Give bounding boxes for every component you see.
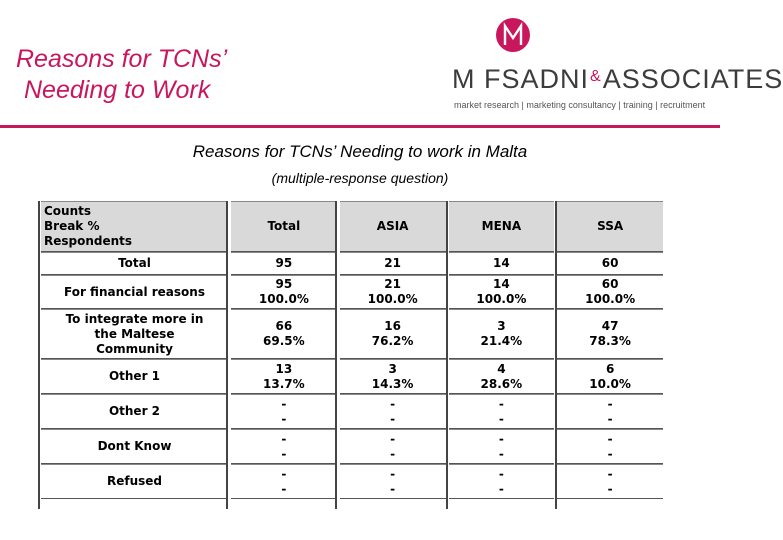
percent-value: 13.7% [263,376,305,391]
row-label: Dont Know [41,429,228,464]
value-cell [340,309,446,359]
value-cell [449,309,555,359]
percent-value: - [281,411,287,426]
count-value: 14 [493,277,510,291]
value-cell [557,359,663,394]
count-value: - [281,431,287,446]
value-cell [449,464,555,499]
value-cell [340,359,446,394]
count-value: - [607,466,613,481]
table-column-divider [226,201,228,509]
header-label-line: Break % [44,219,100,233]
percent-value: 28.6% [480,376,523,391]
value-cell: 60 [557,252,663,275]
row-label [41,309,228,359]
logo-m-icon [496,18,530,52]
percent-value: 21.4% [480,334,523,348]
row-label: Total [41,252,228,275]
table-row [41,252,663,275]
value-cell [449,394,555,429]
table-row [41,309,663,359]
value-cell [340,394,446,429]
percent-value: - [390,411,396,426]
value-cell [449,429,555,464]
percent-value: 100.0% [367,292,418,306]
percent-value: 14.3% [371,376,414,391]
logo-name-left: M FSADNI [452,64,590,94]
percent-value: 100.0% [476,292,527,306]
value-cell [231,394,337,429]
row-label-line: Community [96,341,173,356]
table-column-divider [555,201,557,509]
company-logo [450,18,783,118]
table-title: Reasons for TCNs’ Needing to work in Malta [192,142,528,161]
value-cell [231,309,337,359]
value-cell: 95 [231,252,337,275]
logo-name-right: ASSOCIATES [602,64,783,94]
table-column-divider [446,201,448,509]
count-value: - [607,431,613,446]
count-value: 66 [275,319,293,333]
value-cell [340,275,446,309]
value-cell [340,429,446,464]
value-cell [557,394,663,429]
count-value: - [281,466,287,481]
count-value: 95 [275,277,293,291]
percent-value: - [390,446,396,461]
table-column-divider [38,201,40,509]
percent-value: - [607,481,613,496]
value-cell [340,464,446,499]
count-value: 3 [388,361,397,376]
value-cell [231,429,337,464]
count-value: 21 [384,277,401,291]
value-cell [557,275,663,309]
percent-value: - [390,481,396,496]
percent-value: 76.2% [371,334,414,348]
count-value: 13 [275,361,293,376]
table-header-row [41,201,663,252]
count-value: - [281,396,287,411]
count-value: 3 [497,319,506,333]
slide-title-line-2: Needing to Work [24,76,211,104]
count-value: - [390,431,396,446]
percent-value: - [607,446,613,461]
percent-value: - [498,446,504,461]
slide-title [16,44,227,106]
logo-tagline: market research | marketing consultancy | training | recruitment [454,100,706,110]
table-row [41,275,663,309]
title-divider [0,125,720,128]
table-row [41,394,663,429]
value-cell [449,359,555,394]
percent-value: 78.3% [589,334,631,348]
row-label-line: To integrate more in [65,311,204,326]
value-cell [231,275,337,309]
value-cell [231,359,337,394]
header-label-line: Respondents [44,234,133,248]
results-table [38,201,666,499]
count-value: - [498,396,504,411]
logo-name [452,64,783,95]
table-column-divider [335,201,337,509]
count-value: - [607,396,613,411]
percent-value: - [281,481,287,496]
percent-value: 69.5% [263,334,305,348]
value-cell [557,309,663,359]
value-cell [557,429,663,464]
count-value: - [498,466,504,481]
row-label: Refused [41,464,228,499]
percent-value: - [498,411,504,426]
row-label-line: the Maltese [94,326,175,341]
count-value: 16 [384,319,401,333]
table-row [41,359,663,394]
value-cell [449,275,555,309]
slide-title-line-1: Reasons for TCNs’ [16,45,228,73]
percent-value: 100.0% [258,292,309,306]
value-cell [231,464,337,499]
header-label-cell [41,201,228,252]
count-value: 60 [601,277,619,291]
count-value: - [498,431,504,446]
row-label: Other 1 [41,359,228,394]
value-cell [557,464,663,499]
logo-ampersand: & [590,68,602,85]
table-row [41,429,663,464]
row-label: For financial reasons [41,275,228,309]
count-value: 47 [601,319,619,333]
column-header-total: Total [231,201,337,252]
value-cell: 14 [449,252,555,275]
header-label-line: Counts [44,204,92,218]
count-value: 6 [605,361,615,376]
row-label: Other 2 [41,394,228,429]
percent-value: 10.0% [589,376,631,391]
table-note: (multiple-response question) [271,170,449,186]
value-cell: 21 [340,252,446,275]
column-header-asia: ASIA [340,201,446,252]
count-value: - [390,466,396,481]
percent-value: - [498,481,504,496]
percent-value: - [281,446,287,461]
percent-value: 100.0% [585,292,636,306]
count-value: 4 [497,361,506,376]
count-value: - [390,396,396,411]
column-header-ssa: SSA [557,201,663,252]
percent-value: - [607,411,613,426]
column-header-mena: MENA [449,201,555,252]
table-row [41,464,663,499]
